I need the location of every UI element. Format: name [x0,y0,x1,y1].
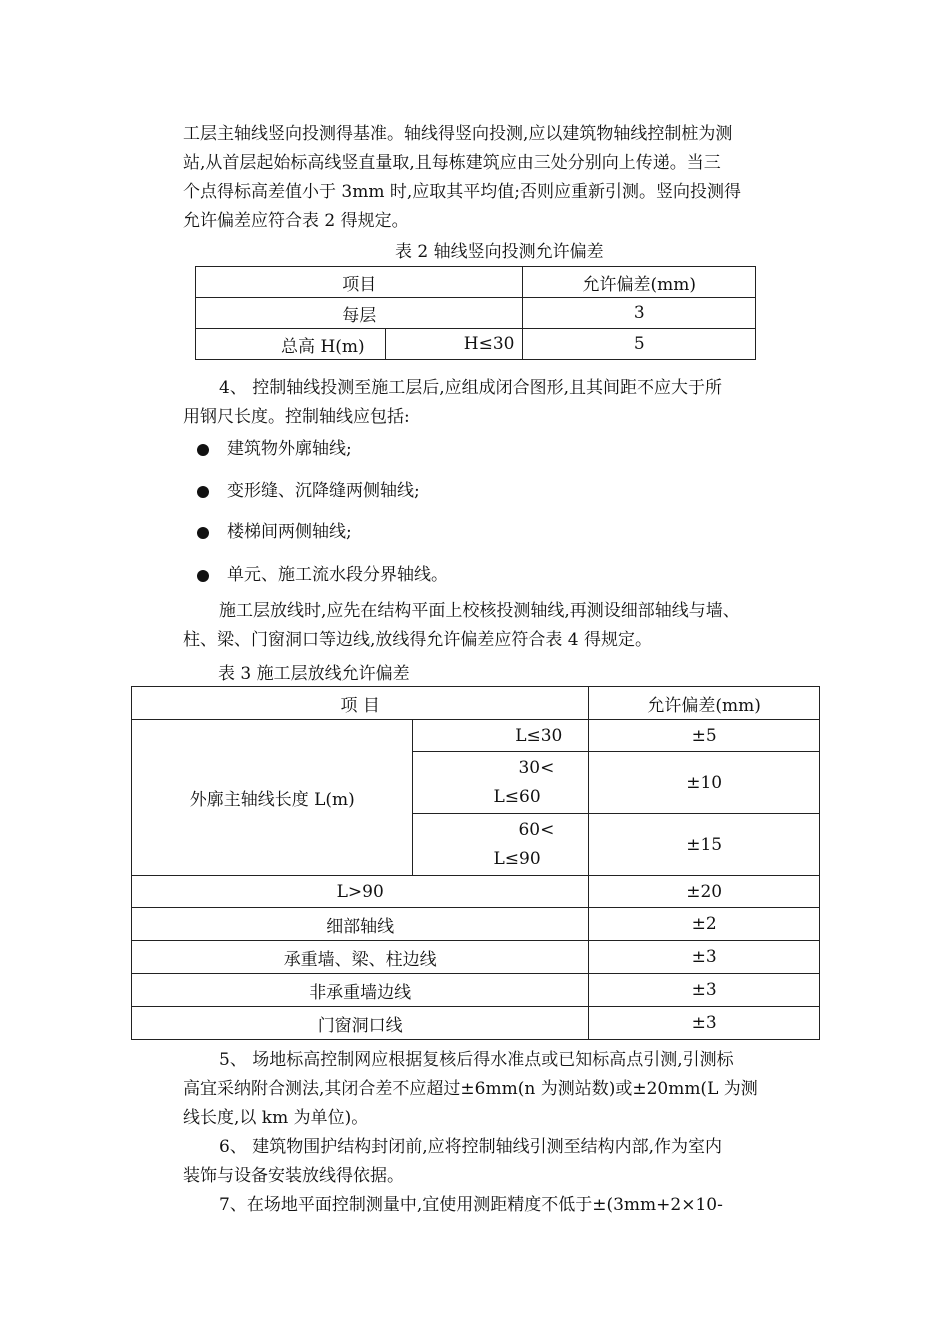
bullet-dot-icon [197,570,209,582]
table3-row-value: ±3 [589,974,820,1007]
table3-row-label: 门窗洞口线 [132,1007,589,1040]
table2-row-label: 总高 H(m) [196,329,386,360]
text-line: 个点得标高差值小于 3mm 时,应取其平均值;否则应重新引测。竖向投测得 [183,182,741,202]
text-line: 柱、梁、门窗洞口等边线,放线得允许偏差应符合表 4 得规定。 [183,630,653,650]
text-line: 施工层放线时,应先在结构平面上校核投测轴线,再测设细部轴线与墙、 [219,601,740,621]
text-line: 线长度,以 km 为单位)。 [183,1108,369,1128]
intro-paragraph [183,120,811,236]
table3-row-value: ±3 [589,1007,820,1040]
item4-paragraph [183,374,811,432]
bullet-dot-icon [197,486,209,498]
table3-sub-condition: L≤30 [413,720,589,752]
text-line: 5、 场地标高控制网应根据复核后得水准点或已知标高点引测,引测标 [219,1050,734,1070]
table3-caption: 表 3 施工层放线允许偏差 [218,664,410,684]
table3-row-label: 承重墙、梁、柱边线 [132,941,589,974]
bullet-dot-icon [197,444,209,456]
text-line: 高宜采纳附合测法,其闭合差不应超过±6mm(n 为测站数)或±20mm(L 为测 [183,1079,758,1099]
layout-paragraph [183,597,811,655]
text-line: 装饰与设备安装放线得依据。 [183,1166,404,1186]
table3-header-item: 项 目 [132,687,589,720]
table3-row-label: L>90 [132,876,589,908]
table2-row-value: 5 [523,329,756,360]
bullet-item: 建筑物外廓轴线; [197,434,352,459]
table2-caption: 表 2 轴线竖向投测允许偏差 [395,242,604,262]
table3-row-value: ±2 [589,908,820,941]
table2 [195,266,756,360]
table2-row-condition: H≤30 [385,329,523,360]
item6-paragraph [183,1133,811,1191]
text-line: 7、在场地平面控制测量中,宜使用测距精度不低于±(3mm+2×10- [219,1195,723,1215]
table3-row-label: 非承重墙边线 [132,974,589,1007]
text-line: 允许偏差应符合表 2 得规定。 [183,211,409,231]
table3-group-label: 外廓主轴线长度 L(m) [132,720,413,876]
table3-sub-value: ±5 [589,720,820,752]
text-line: 站,从首层起始标高线竖直量取,且每栋建筑应由三处分别向上传递。当三 [183,153,721,173]
table3-sub-condition: 60< L≤90 [413,814,589,876]
item5-paragraph [183,1046,811,1133]
table2-header-deviation: 允许偏差(mm) [523,267,756,298]
text-line: 工层主轴线竖向投测得基准。轴线得竖向投测,应以建筑物轴线控制桩为测 [183,124,733,144]
table3-sub-value: ±10 [589,752,820,814]
bullet-item: 变形缝、沉降缝两侧轴线; [197,476,420,501]
table2-row-label: 每层 [196,298,523,329]
bullet-item: 单元、施工流水段分界轴线。 [197,560,448,585]
bullet-item: 楼梯间两侧轴线; [197,517,352,542]
item7-paragraph [183,1191,811,1220]
table3-row-value: ±20 [589,876,820,908]
text-line: 6、 建筑物围护结构封闭前,应将控制轴线引测至结构内部,作为室内 [219,1137,723,1157]
table2-row-value: 3 [523,298,756,329]
table3-row-label: 细部轴线 [132,908,589,941]
bullet-dot-icon [197,527,209,539]
table3-sub-condition: 30< L≤60 [413,752,589,814]
table3 [131,686,820,1040]
text-line: 4、 控制轴线投测至施工层后,应组成闭合图形,且其间距不应大于所 [219,378,723,398]
table3-sub-value: ±15 [589,814,820,876]
text-line: 用钢尺长度。控制轴线应包括: [183,407,410,427]
table3-row-value: ±3 [589,941,820,974]
table3-header-deviation: 允许偏差(mm) [589,687,820,720]
table2-header-item: 项目 [196,267,523,298]
